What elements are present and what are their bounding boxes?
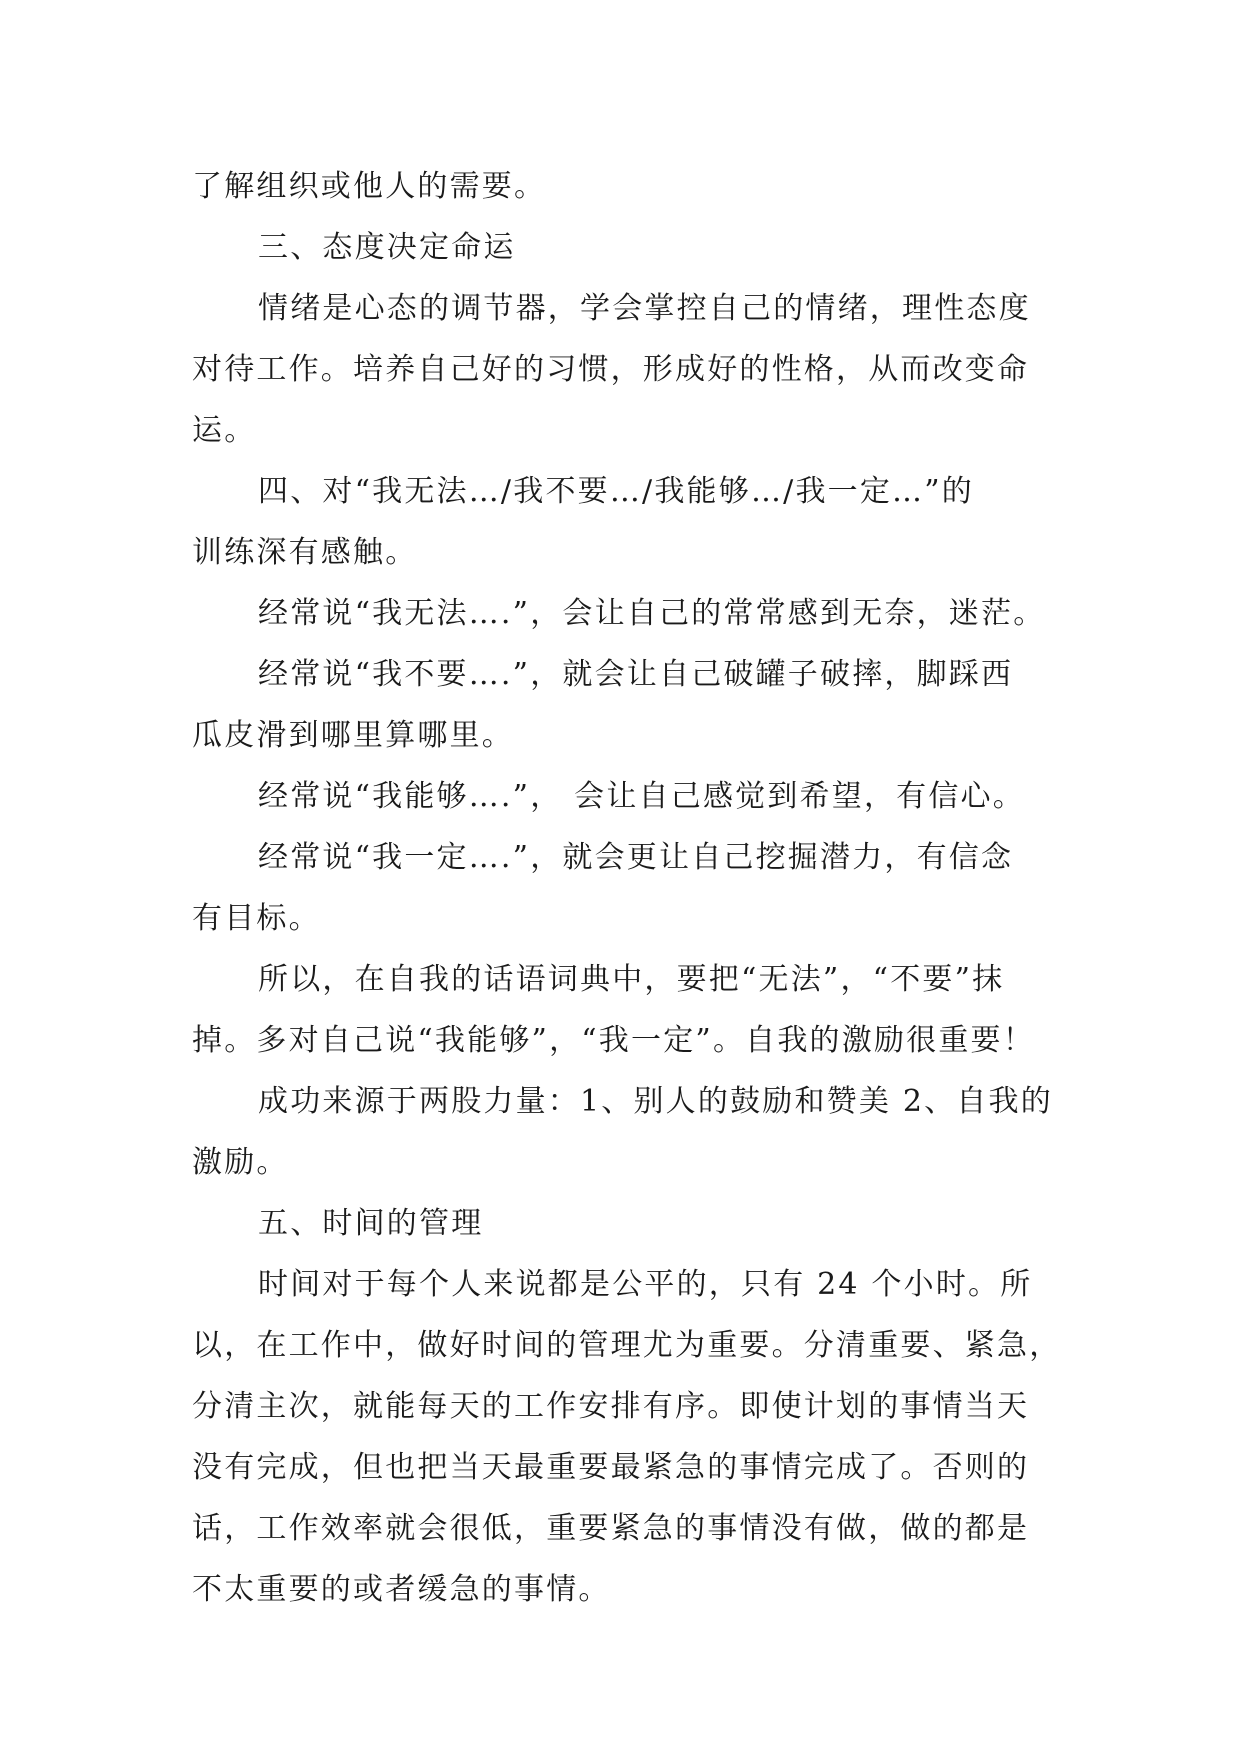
paragraph-line: 没有完成，但也把当天最重要最紧急的事情完成了。否则的	[192, 1450, 1030, 1485]
paragraph-line: 所以，在自我的话语词典中，要把“无法”，“不要”抹	[258, 962, 1005, 997]
paragraph-line: 成功来源于两股力量：1、别人的鼓励和赞美 2、自我的	[258, 1084, 1053, 1119]
paragraph-line: 激励。	[192, 1145, 289, 1180]
paragraph-line: 以，在工作中，做好时间的管理尤为重要。分清重要、紧急，	[192, 1328, 1062, 1363]
section-heading: 三、态度决定命运	[258, 230, 516, 265]
paragraph-line: 瓜皮滑到哪里算哪里。	[192, 718, 514, 753]
paragraph-line: 经常说“我不要….”，就会让自己破罐子破摔，脚踩西	[258, 657, 1014, 692]
paragraph-line: 分清主次，就能每天的工作安排有序。即使计划的事情当天	[192, 1389, 1030, 1424]
paragraph-line: 对待工作。培养自己好的习惯，形成好的性格，从而改变命	[192, 352, 1030, 387]
paragraph-line: 训练深有感触。	[192, 535, 418, 570]
paragraph-line: 运。	[192, 413, 257, 448]
paragraph-line: 了解组织或他人的需要。	[192, 169, 547, 204]
paragraph-line: 经常说“我一定….”，就会更让自己挖掘潜力，有信念	[258, 840, 1014, 875]
paragraph-line: 话，工作效率就会很低，重要紧急的事情没有做，做的都是	[192, 1511, 1030, 1546]
section-heading: 四、对“我无法…/我不要…/我能够…/我一定…”的	[258, 474, 974, 509]
paragraph-line: 经常说“我能够….”， 会让自己感觉到希望，有信心。	[258, 779, 1025, 814]
paragraph-line: 有目标。	[192, 901, 321, 936]
paragraph-line: 时间对于每个人来说都是公平的，只有 24 个小时。所	[258, 1267, 1033, 1302]
paragraph-line: 经常说“我无法….”，会让自己的常常感到无奈，迷茫。	[258, 596, 1046, 631]
paragraph-line: 不太重要的或者缓急的事情。	[192, 1572, 611, 1607]
paragraph-line: 掉。多对自己说“我能够”，“我一定”。自我的激励很重要！	[192, 1023, 1035, 1058]
section-heading: 五、时间的管理	[258, 1206, 484, 1241]
paragraph-line: 情绪是心态的调节器，学会掌控自己的情绪，理性态度	[258, 291, 1031, 326]
